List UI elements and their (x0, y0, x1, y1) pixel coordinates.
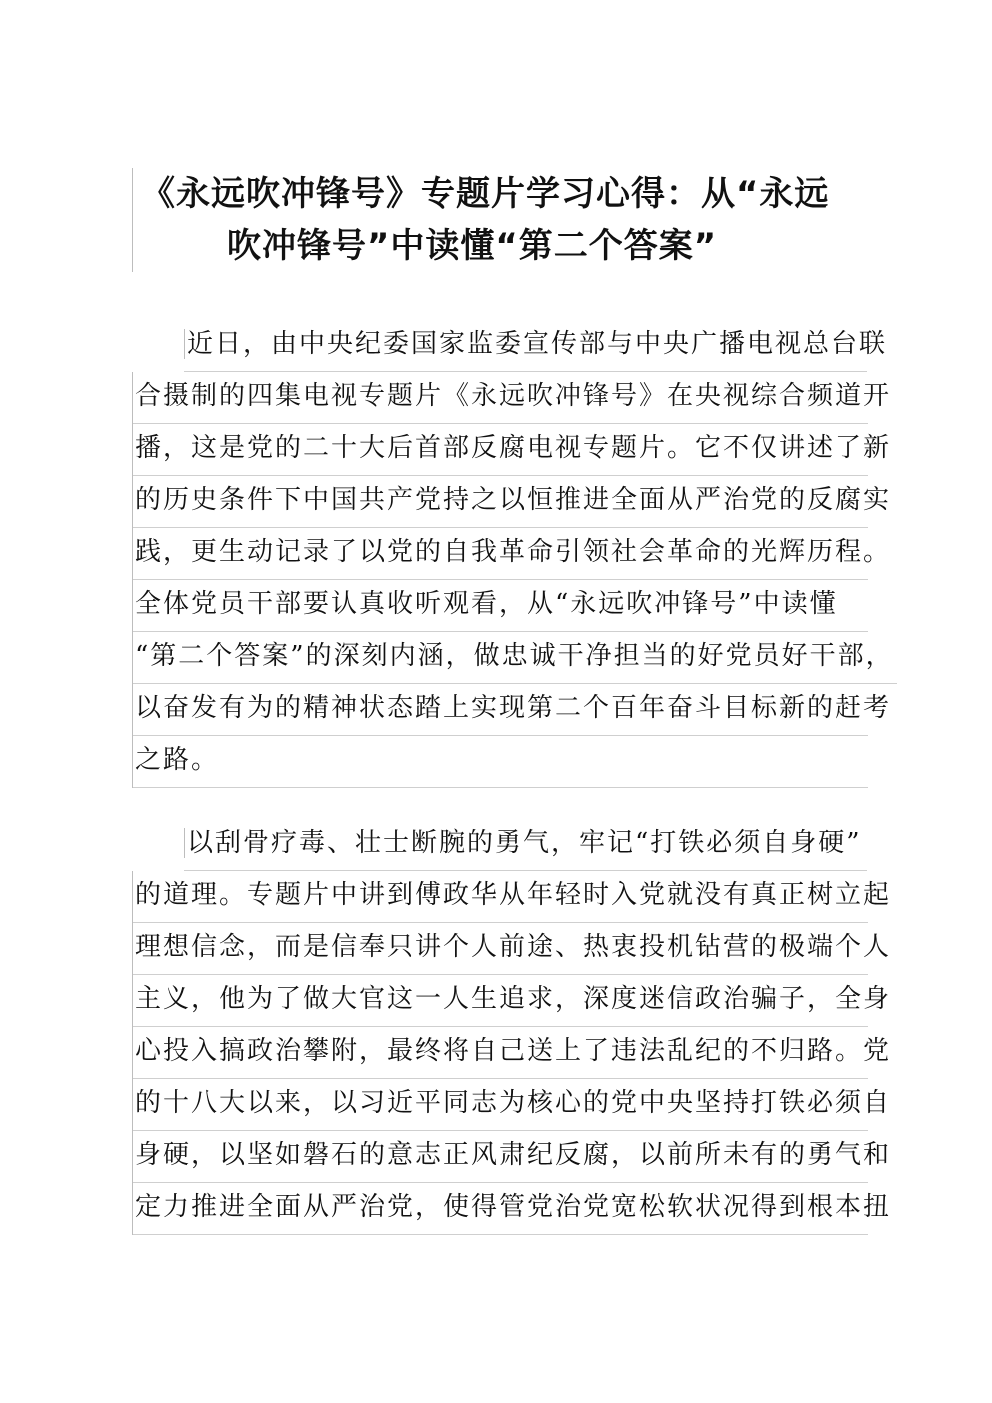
text-line: 身硬，以坚如磐石的意志正风肃纪反腐，以前所未有的勇气和 (132, 1131, 872, 1183)
text-line-content: 以刮骨疗毒、壮士断腕的勇气，牢记“打铁必须自身硬” (184, 828, 862, 858)
text-line: 心投入搞政治攀附，最终将自己送上了违法乱纪的不归路。党 (132, 1027, 872, 1079)
text-line: 播，这是党的二十大后首部反腐电视专题片。它不仅讲述了新 (132, 424, 872, 476)
document-body (132, 320, 894, 1235)
text-line: 的道理。专题片中讲到傅政华从年轻时入党就没有真正树立起 (132, 871, 872, 923)
paragraph (132, 819, 892, 1235)
text-line: 全体党员干部要认真收听观看，从“永远吹冲锋号”中读懂 (132, 580, 872, 632)
document-title (132, 168, 873, 272)
text-line: 践，更生动记录了以党的自我革命引领社会革命的光辉历程。 (132, 528, 872, 580)
text-line-content: 近日，由中央纪委国家监委宣传部与中央广播电视总台联 (184, 329, 887, 359)
title-line: 《永远吹冲锋号》专题片学习心得：从“永远 (141, 174, 830, 214)
text-line (132, 320, 888, 372)
text-line: 的十八大以来，以习近平同志为核心的党中央坚持打铁必须自 (132, 1079, 872, 1131)
text-line: 理想信念，而是信奉只讲个人前途、热衷投机钻营的极端个人 (132, 923, 872, 975)
text-line: 定力推进全面从严治党，使得管党治党宽松软状况得到根本扭 (132, 1183, 872, 1235)
text-line (132, 819, 872, 871)
text-line: 合摄制的四集电视专题片《永远吹冲锋号》在央视综合频道开 (132, 372, 872, 424)
paragraph (132, 320, 894, 788)
text-line: 以奋发有为的精神状态踏上实现第二个百年奋斗目标新的赶考 (132, 684, 872, 736)
title-line: 吹冲锋号”中读懂“第二个答案” (227, 226, 718, 266)
text-line: 之路。 (132, 736, 872, 788)
text-line: 的历史条件下中国共产党持之以恒推进全面从严治党的反腐实 (132, 476, 872, 528)
text-line: 主义，他为了做大官这一人生追求，深度迷信政治骗子，全身 (132, 975, 872, 1027)
text-line: “第二个答案”的深刻内涵，做忠诚干净担当的好党员好干部， (132, 632, 872, 684)
